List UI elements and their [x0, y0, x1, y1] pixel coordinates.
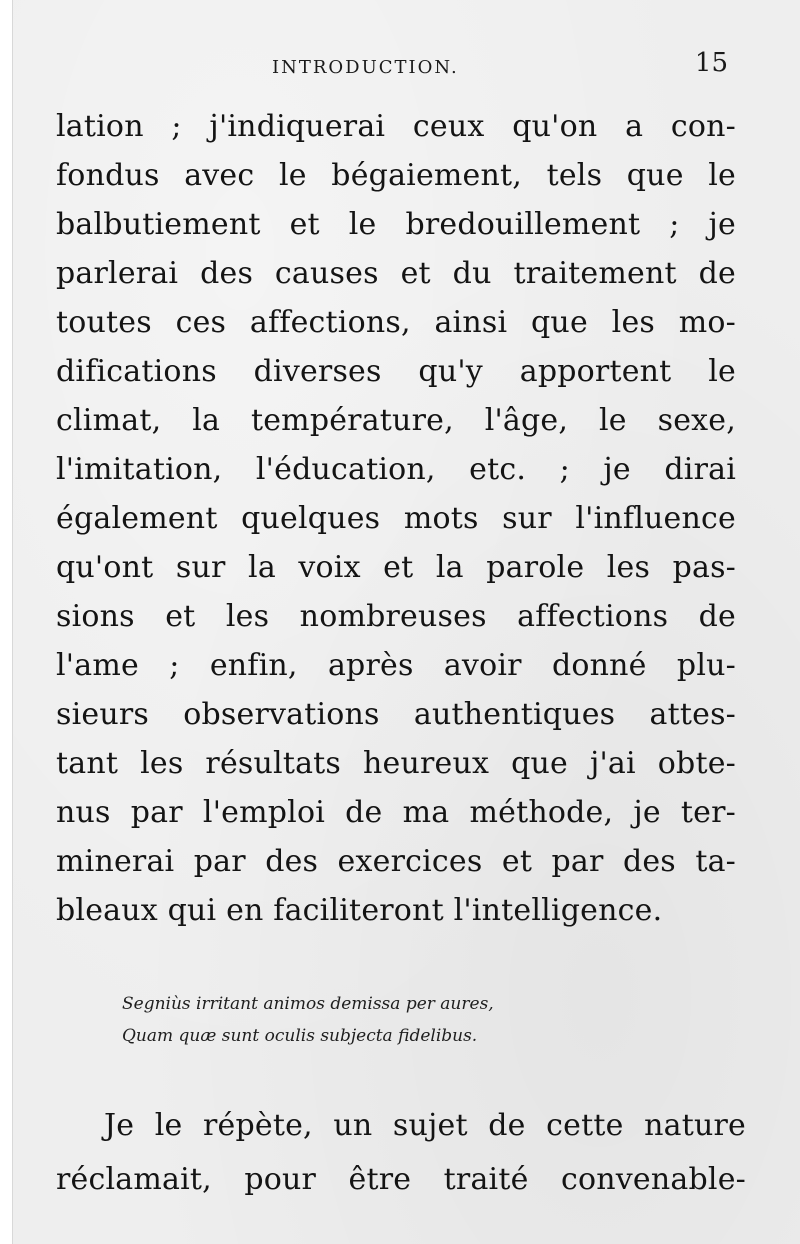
text-line: minerai par des exercices et par des ta- — [56, 844, 736, 879]
latin-quotation — [122, 988, 582, 1052]
text-line: parlerai des causes et du traitement de — [56, 256, 736, 291]
page-number: 15 — [694, 48, 728, 78]
text-line: nus par l'emploi de ma méthode, je ter- — [56, 795, 736, 830]
page-edge — [0, 0, 13, 1244]
text-line: l'imitation, l'éducation, etc. ; je dirai — [56, 452, 736, 487]
text-line: également quelques mots sur l'influence — [56, 501, 736, 536]
text-line: qu'ont sur la voix et la parole les pas- — [56, 550, 736, 585]
text-line: lation ; j'indiquerai ceux qu'on a con- — [56, 109, 736, 144]
paragraph-1 — [56, 102, 736, 935]
text-line: réclamait, pour être traité convenable- — [56, 1162, 746, 1197]
text-line: tant les résultats heureux que j'ai obte- — [56, 746, 736, 781]
text-line: sieurs observations authentiques attes- — [56, 697, 736, 732]
quote-line: Segniùs irritant animos demissa per aures, — [122, 994, 494, 1014]
text-line: difications diverses qu'y apportent le — [56, 354, 736, 389]
text-line: sions et les nombreuses affections de — [56, 599, 736, 634]
running-head: INTRODUCTION. — [272, 57, 459, 78]
paragraph-2 — [56, 1099, 746, 1207]
quote-line: Quam quæ sunt oculis subjecta fidelibus. — [122, 1026, 478, 1046]
text-line: toutes ces affections, ainsi que les mo- — [56, 305, 736, 340]
text-line: balbutiement et le bredouillement ; je — [56, 207, 736, 242]
text-line: climat, la température, l'âge, le sexe, — [56, 403, 736, 438]
text-line: bleaux qui en faciliteront l'intelligence. — [56, 893, 663, 928]
text-line: Je le répète, un sujet de cette nature — [104, 1108, 746, 1143]
text-line: l'ame ; enfin, après avoir donné plu- — [56, 648, 736, 683]
text-line: fondus avec le bégaiement, tels que le — [56, 158, 736, 193]
